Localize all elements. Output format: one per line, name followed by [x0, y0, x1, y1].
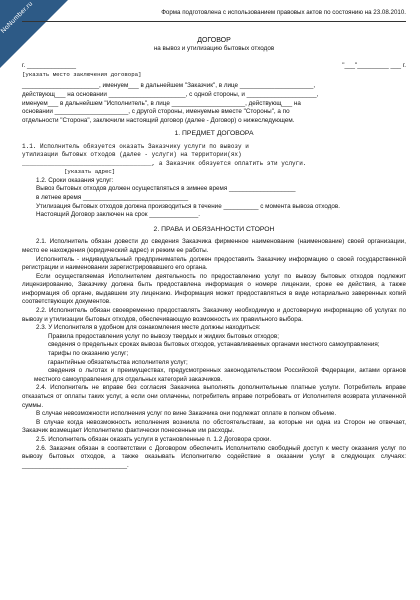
section-2-heading: 2. ПРАВА И ОБЯЗАННОСТИ СТОРОН [153, 225, 275, 233]
section-2-body [22, 238, 406, 470]
paragraph: В случае невозможности исполнения услуг по вине Заказчика они подлежат оплате в полном объеме. [36, 410, 337, 418]
term-line: в летнее время ______________________________ [36, 193, 189, 201]
paragraph: 2.1. Исполнитель обязан довести до сведения Заказчика фирменное наименование (наименование) своей организации, место ее нахождения (юридический адрес) и режим ее работы. [22, 238, 406, 254]
paragraph: 2.4. Исполнитель не вправе без согласия Заказчика выполнять дополнительные платные услуги. Потребитель вправе отказаться от оплаты таких услуг, а если они оплачены, потребитель вправе потребовать от Исполнителя возврата уплаченной суммы. [22, 384, 406, 409]
section-1-heading: 1. ПРЕДМЕТ ДОГОВОРА [174, 130, 254, 138]
paragraph: гарантийные обязательства исполнителя услуг; [48, 358, 188, 366]
paragraph: Исполнитель - индивидуальный предприниматель должен предоставить Заказчику информацию о своей государственной регистрации и наименовании зарегистрировавшего его органа. [22, 255, 406, 272]
paragraph: сведения о льготах и преимуществах, предусмотренных законодательством Российской Федерации, актами органов местного самоуправления для отдельных категорий заказчиков. [34, 367, 406, 383]
term-line: Вывоз бытовых отходов должен осуществляться в зимнее время ___________________ [36, 185, 296, 193]
place-line: г. ______________ [22, 62, 77, 70]
term-line: Настоящий Договор заключен на срок ______________. [36, 211, 201, 219]
preamble [22, 82, 406, 125]
paragraph: 2.6. Заказчик обязан в соответствии с Договором обеспечить Исполнителю свободный доступ к месту оказания услуг по вывозу бытовых отходов, а также оказывать Исполнителю содействие в оказании услуг в следующих случаях: ______________________________. [22, 444, 406, 469]
notice-divider [22, 21, 406, 22]
term-line: 1.2. Сроки оказания услуг: [36, 176, 114, 184]
term-line: Утилизация бытовых отходов должна производиться в течение __________ с момента вывоза отходов. [36, 202, 340, 210]
legal-notice: Форма подготовлена с использованием правовых актов по состоянию на 23.08.2010. [161, 9, 406, 16]
paragraph: Правила предоставления услуг по вывозу твердых и жидких бытовых отходов; [48, 332, 279, 340]
clause-line: утилизации бытовых отходов (далее - услуги) на территории(ях) [22, 151, 242, 159]
place-date-row [22, 62, 406, 71]
clause-line: 1.1. Исполнитель обязуется оказать Заказчику услуги по вывозу и [22, 142, 249, 150]
clause-1-1 [22, 143, 406, 168]
preamble-line: основании _____________________, с другой стороны, именуемые вместе "Стороны", а по [22, 108, 290, 116]
document-title: ДОГОВОР [197, 36, 231, 44]
clause-1-2 [22, 177, 406, 220]
preamble-line: именуем___ в дальнейшем "Исполнитель", в лице _____________________, действующ___ на [22, 99, 301, 107]
paragraph: 2.5. Исполнитель обязан оказать услуги в установленные п. 1.2 Договора сроки. [36, 435, 272, 443]
paragraph: тарифы по оказанию услуг; [48, 350, 129, 358]
document-subtitle: на вывоз и утилизацию бытовых отходов [153, 44, 275, 52]
paragraph: сведения о предельных сроках вывоза бытовых отходов, устанавливаемых органами местного самоуправления; [48, 341, 380, 349]
date-line: "___"_________ ___ г. [342, 62, 406, 70]
preamble-line: отдельности "Сторона", заключили настоящий договор (далее - Договор) о нижеследующем. [22, 116, 295, 124]
paragraph: 2.2. Исполнитель обязан своевременно предоставлять Заказчику необходимую и достоверную информацию об услугах по вывозу и утилизации бытовых отходов, обеспечивающую возможность их правильного выбора. [22, 307, 406, 323]
preamble-line: действующ___ на основании ______________________, с одной стороны, и ____________________, [22, 90, 319, 98]
place-hint: [указать место заключения договора] [22, 70, 142, 78]
paragraph: В случае когда невозможность исполнения возникла по обстоятельствам, за которые ни одна из Сторон не отвечает, Заказчик возмещает Исполнителю фактически понесенные им расходы. [22, 418, 406, 435]
preamble-line: ______________________, именуем___ в дальнейшем "Заказчик", в лице _____________________, [22, 82, 316, 90]
paragraph: 2.3. У Исполнителя в удобном для ознакомления месте должны находиться: [36, 324, 261, 332]
address-hint: [указать адрес] [64, 168, 116, 176]
document-content [22, 9, 406, 470]
paragraph: Если осуществляемая Исполнителем деятельность по предоставлению услуг по вывозу бытовых отходов подлежит лицензированию, Заказчику должна быть предоставлена информация о номере лицензии, сроке ее действия, а также информация об органе, выдавшем эту лицензию. Информация может предоставляться в виде нотариально заверенных копий соответствующих документов. [22, 272, 406, 306]
clause-line: ____________________________________, а Заказчик обязуется оплатить эти услуги. [22, 159, 307, 167]
watermark-text: NoNumber.ru [0, 0, 35, 35]
